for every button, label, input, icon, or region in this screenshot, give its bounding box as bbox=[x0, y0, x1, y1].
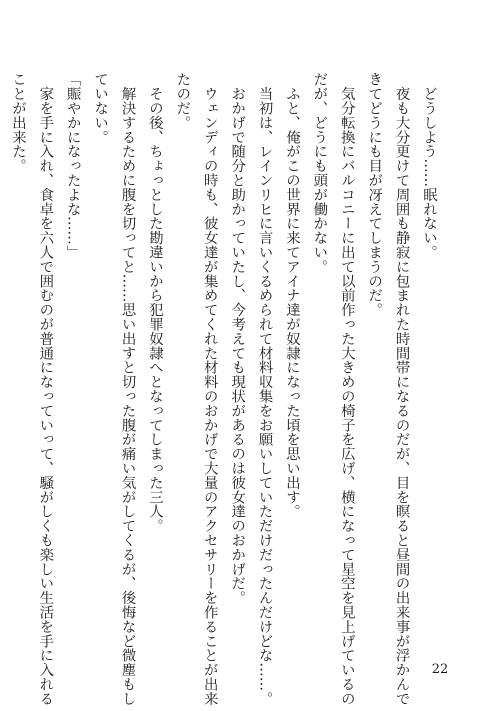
text-line: 当初は、レインリヒに言いくるめられて材料収集をお願いしていただけだったんだけどな……。 bbox=[256, 72, 273, 706]
text-line: 夜も大分更けて周囲も静寂に包まれた時間帯になるのだが、目を瞑ると昼間の出来事が浮かんで bbox=[393, 72, 410, 706]
text-line: その後、ちょっとした勘違いから犯罪奴隷へとなってしまった三人。 bbox=[146, 72, 163, 533]
text-line: ウェンディの時も、彼女達が集めてくれた材料のおかげで大量のアクセサリーを作ることが出来 bbox=[201, 72, 218, 706]
text-line: 気分転換にバルコニーに出て以前作った大きめの椅子を広げ、横になって星空を見上げているの bbox=[338, 72, 355, 706]
text-line bbox=[0, 72, 4, 632]
text-line: おかげで随分と助かっていたし、今考えても現状があるのは彼女達のおかげだ。 bbox=[229, 72, 246, 605]
text-line: ふと、俺がこの世界に来てアイナ達が奴隷になった頃を思い出す。 bbox=[283, 72, 300, 519]
page-number: 22 bbox=[431, 662, 449, 677]
text-line: 「賑やかになったよな……」 bbox=[64, 72, 81, 260]
text-line: きてどうにも目が冴えてしまうのだ。 bbox=[366, 72, 383, 317]
text-line: 解決するために腹を切ってと……思い出すと切った腹が痛い気がしてくるが、後悔など微塵もし bbox=[119, 72, 136, 706]
text-line: 家を手に入れ、食卓を六人で囲むのが普通になっていって、騒がしくも楽しい生活を手に入れる bbox=[37, 72, 54, 706]
text-line: ていない。 bbox=[92, 72, 109, 144]
text-line: たのだ。 bbox=[174, 72, 191, 130]
text-line: ことが出来た。 bbox=[9, 72, 26, 173]
text-line: だが、どうにも頭が働かない。 bbox=[311, 72, 328, 274]
text-line: どうしよう……眠れない。 bbox=[421, 72, 437, 260]
